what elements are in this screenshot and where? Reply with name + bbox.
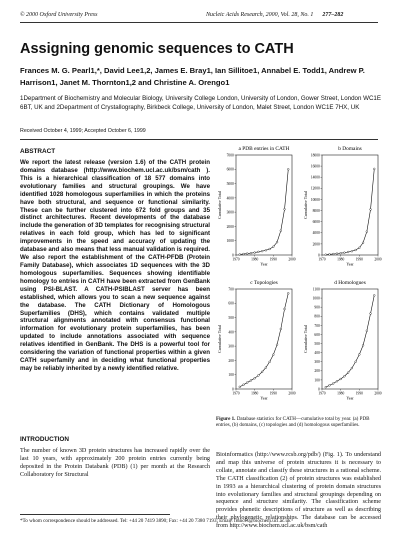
x-tick-label: 2000 [374, 257, 382, 262]
column-2-text: Bioinformatics (http://www.rcsb.org/pdb/) (Fig. 1). To understand and map this universe of protein structures it is necessary to collate, annotate and classify these structures in a rational scheme. The CATH classification (2) of protein structures was established in 1993 as a hierarchical clustering of protein domain structures into evolutionary families and structural groupings depending on sequence and structure similarity. The classification scheme provides phenetic descriptions of structure as well as describing their phylogenetic relationships. The database can be accessed from http://www.biochem.ucl.ac.uk/bsm/cath [216, 452, 381, 530]
y-tick-label: 4000 [226, 196, 234, 201]
data-point [351, 367, 353, 369]
footnote: *To whom correspondence should be addressed. Tel: +44 20 7419 3890; Fax: +44 20 7380 7193; Email: frances@biochem.ucl.ac.uk [20, 518, 291, 524]
data-point [358, 247, 360, 249]
author-list: Frances M. G. Pearl1,*, David Lee1,2, James E. Bray1, Ian Sillitoe1, Annabel E. Todd1, Andrew P. Harrison1, Janet M. Thornton1,2 and Christine A. Orengo1 [20, 66, 365, 87]
header-journal [206, 12, 343, 18]
y-axis-label: Cumulative Total [217, 325, 222, 353]
y-tick-label: 2000 [226, 224, 234, 229]
plot-frame [236, 155, 292, 255]
series-line [240, 293, 289, 387]
y-tick-label: 400 [314, 351, 320, 356]
data-point [347, 372, 349, 374]
y-tick-label: 3000 [226, 210, 234, 215]
y-tick-label: 14000 [310, 175, 320, 180]
x-tick-label: 1970 [318, 391, 326, 396]
x-axis-label: Year [260, 395, 268, 401]
x-tick-label: 1970 [232, 257, 240, 262]
data-point [265, 367, 267, 369]
x-tick-label: 1980 [251, 257, 259, 262]
introduction-heading: INTRODUCTION [20, 436, 69, 443]
y-tick-label: 1000 [312, 296, 320, 301]
data-point [276, 241, 278, 243]
data-point [258, 251, 260, 253]
article-title: Assigning genomic sequences to CATH [20, 41, 294, 57]
plot-frame [322, 289, 378, 389]
y-tick-label: 400 [228, 330, 234, 335]
data-point [261, 371, 263, 373]
data-point [355, 249, 357, 251]
data-point [280, 328, 282, 330]
affiliations: 1Department of Biochemistry and Molecular Biology, University College London, University of London, Gower Street, London WC1E 6BT, UK and 2Department of Crystallography, Birkbeck College, University of London, Malet Street, London WC1E 7HX, UK [20, 95, 382, 111]
y-tick-label: 700 [228, 287, 234, 292]
data-point [250, 380, 252, 382]
data-point [370, 313, 372, 315]
data-point [269, 361, 271, 363]
data-point [362, 242, 364, 244]
x-axis-label: Year [346, 261, 354, 267]
y-tick-label: 0 [232, 387, 234, 392]
x-tick-label: 2000 [288, 391, 296, 396]
y-tick-label: 10000 [310, 197, 320, 202]
data-point [243, 384, 245, 386]
y-tick-label: 7000 [226, 153, 234, 158]
y-tick-label: 0 [232, 253, 234, 258]
y-tick-label: 1100 [312, 287, 320, 292]
y-tick-label: 200 [314, 369, 320, 374]
data-point [239, 254, 241, 256]
x-tick-label: 2000 [288, 257, 296, 262]
y-tick-label: 0 [318, 253, 320, 258]
x-tick-label: 1970 [318, 257, 326, 262]
y-tick-label: 800 [314, 314, 320, 319]
y-tick-label: 500 [228, 315, 234, 320]
page-range: 277–282 [322, 12, 344, 18]
figure-label: Figure 1. [216, 416, 236, 422]
y-tick-label: 100 [314, 378, 320, 383]
series-line [326, 169, 375, 255]
header-copyright: © 2000 Oxford University Press [20, 12, 98, 18]
data-point [287, 292, 289, 294]
data-point [332, 383, 334, 385]
data-point [284, 308, 286, 310]
data-point [325, 254, 327, 256]
data-point [366, 231, 368, 233]
data-point [254, 377, 256, 379]
data-point [246, 382, 248, 384]
y-tick-label: 16000 [310, 164, 320, 169]
data-point [332, 253, 334, 255]
data-point [344, 375, 346, 377]
y-tick-label: 600 [314, 332, 320, 337]
data-point [329, 253, 331, 255]
plot-frame [322, 155, 378, 255]
data-point [340, 378, 342, 380]
data-point [336, 380, 338, 382]
plot-frame [236, 289, 292, 389]
x-tick-label: 1990 [269, 257, 277, 262]
y-tick-label: 4000 [312, 231, 320, 236]
data-point [344, 252, 346, 254]
data-point [287, 168, 289, 170]
figure-1-charts [216, 143, 384, 411]
x-tick-label: 1980 [337, 257, 345, 262]
y-tick-label: 0 [318, 387, 320, 392]
y-axis-label: Cumulative Total [303, 325, 308, 353]
series-line [240, 169, 289, 254]
y-tick-label: 6000 [312, 220, 320, 225]
title-rule [20, 139, 378, 140]
x-tick-label: 1970 [232, 391, 240, 396]
data-point [325, 386, 327, 388]
x-tick-label: 1990 [355, 391, 363, 396]
y-tick-label: 2000 [312, 242, 320, 247]
data-point [358, 354, 360, 356]
data-point [280, 230, 282, 232]
data-point [355, 361, 357, 363]
data-point [340, 252, 342, 254]
data-point [362, 344, 364, 346]
y-tick-label: 18000 [310, 153, 320, 158]
x-tick-label: 1980 [337, 391, 345, 396]
journal-citation: Nucleic Acids Research, 2000, Vol. 28, No. 1 [206, 12, 314, 18]
data-point [261, 250, 263, 252]
y-axis-label: Cumulative Total [303, 191, 308, 219]
figure-caption [216, 416, 381, 429]
data-point [347, 251, 349, 253]
data-point [250, 252, 252, 254]
y-tick-label: 200 [228, 358, 234, 363]
y-tick-label: 300 [314, 360, 320, 365]
data-point [366, 330, 368, 332]
y-tick-label: 5000 [226, 181, 234, 186]
x-tick-label: 2000 [374, 391, 382, 396]
y-tick-label: 12000 [310, 186, 320, 191]
y-tick-label: 500 [314, 341, 320, 346]
y-tick-label: 600 [228, 301, 234, 306]
x-tick-label: 1990 [355, 257, 363, 262]
received-dates: Received October 4, 1999; Accepted October 6, 1999 [20, 128, 146, 134]
y-axis-label: Cumulative Total [217, 191, 222, 219]
y-tick-label: 1000 [226, 239, 234, 244]
chart-title: d Homologues [334, 280, 366, 286]
data-point [258, 375, 260, 377]
data-point [272, 354, 274, 356]
x-tick-label: 1980 [251, 391, 259, 396]
header-rule [20, 22, 378, 23]
data-point [272, 246, 274, 248]
data-point [276, 344, 278, 346]
y-tick-label: 700 [314, 323, 320, 328]
y-tick-label: 900 [314, 305, 320, 310]
data-point [373, 168, 375, 170]
chart-title: a PDB entries in CATH [238, 146, 290, 152]
abstract-text: We report the latest release (version 1.6) of the CATH protein domains database (http://www.biochem.ucl.ac.uk/bsm/cath ). This is a hierarchical classification of 18 577 domains into evolutionary families and structural groupings. We have identified 1028 homologous superfamilies in which the proteins have both structural, and sequence or functional similarity. These can be further clustered into 672 fold groups and 35 distinct architectures. Recent developments of the database include the generation of 3D templates for recognising structural relatives in each fold group, which has led to significant improvements in the speed and accuracy of updating the database and also means that less manual validation is required. We also report the establishment of the CATH-PFDB (Protein Family Database), which associates 1D sequences with the 3D homologous superfamilies. Sequences showing identifiable homology to entries in CATH have been extracted from GenBank using PSI-BLAST. A CATH-PSIBLAST server has been established, which allows you to scan a new sequence against the database. The CATH Dictionary of Homologous Superfamilies (DHS), which contains validated multiple structural alignments annotated with consensus functional information for evolutionary protein superfamilies, has been updated to include annotations associated with sequence relatives identified in GenBank. The DHS is a powerful tool for considering the variation of functional properties within a given CATH superfamily and in deciding what functional properties may be reliably inherited by a newly identified relative. [20, 159, 210, 372]
data-point [284, 208, 286, 210]
y-tick-label: 6000 [226, 167, 234, 172]
y-tick-label: 8000 [312, 208, 320, 213]
data-point [254, 252, 256, 254]
footnote-rule [20, 514, 170, 515]
data-point [370, 209, 372, 211]
series-line [326, 295, 375, 387]
figure-caption-text: Database statistics for CATH—cumulative total by year. (a) PDB entries, (b) domains, (c) topologies and (d) homologous superfamilies. [216, 416, 370, 429]
data-point [246, 253, 248, 255]
y-tick-label: 100 [228, 373, 234, 378]
data-point [351, 250, 353, 252]
data-point [265, 249, 267, 251]
introduction-text: The number of known 3D protein structures has increased rapidly over the last 10 years, with approximately 200 protein entries currently being deposited in the Protein Databank (PDB) (1) per month at the Research Collaboratory for Structural [20, 448, 210, 478]
x-tick-label: 1990 [269, 391, 277, 396]
data-point [243, 253, 245, 255]
chart-title: c Topologies [250, 280, 278, 286]
x-axis-label: Year [260, 261, 268, 267]
x-axis-label: Year [346, 395, 354, 401]
abstract-heading: ABSTRACT [20, 148, 56, 155]
data-point [269, 248, 271, 250]
data-point [329, 384, 331, 386]
data-point [336, 253, 338, 255]
data-point [239, 386, 241, 388]
chart-title: b Domains [338, 146, 362, 152]
data-point [373, 294, 375, 296]
y-tick-label: 300 [228, 344, 234, 349]
